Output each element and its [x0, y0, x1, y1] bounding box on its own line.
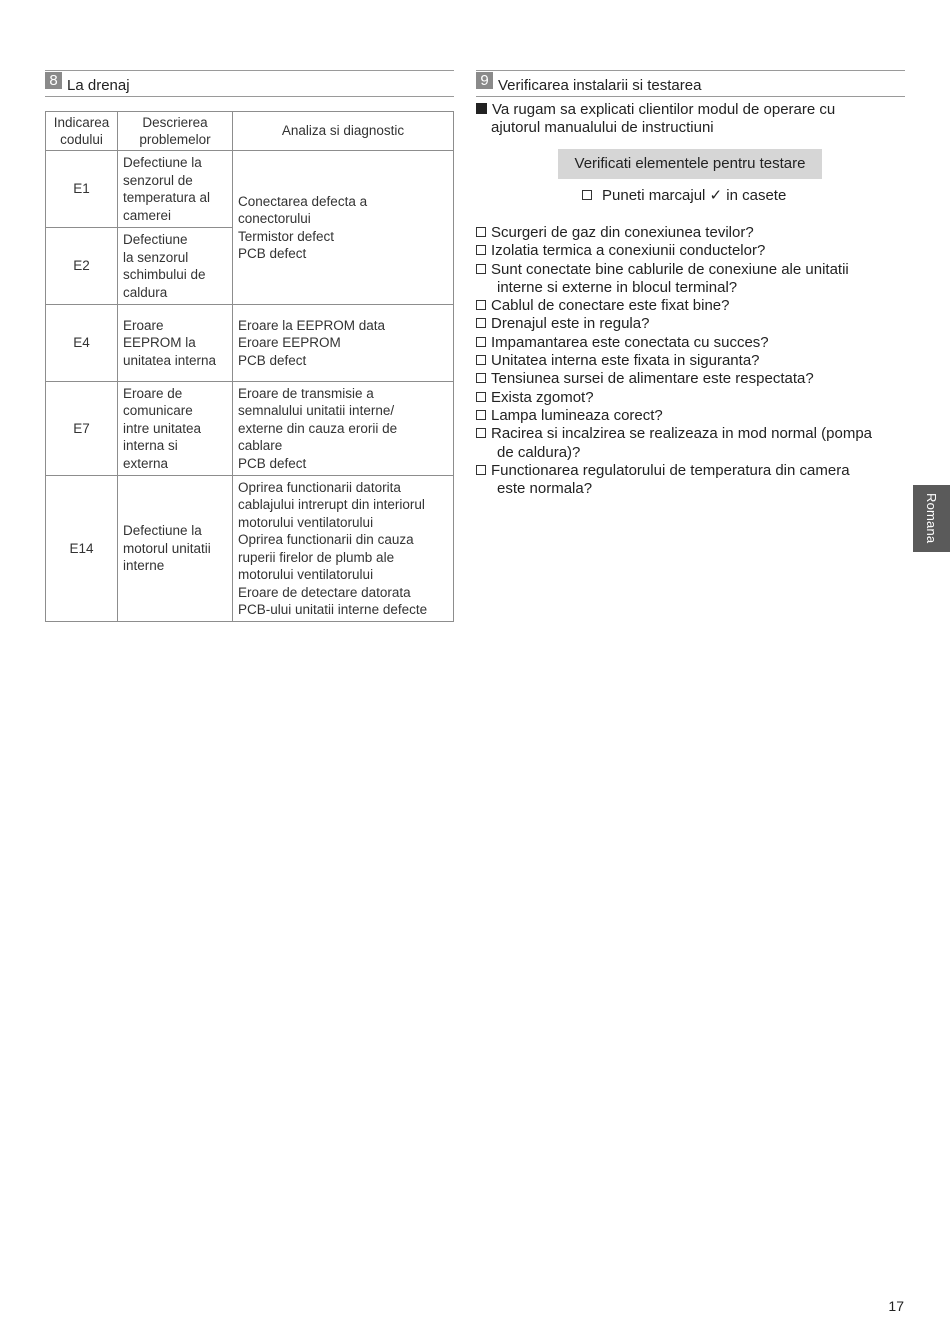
language-label: Romana — [924, 493, 939, 544]
mark-instruction: Puneti marcajul ✓ in casete — [582, 187, 786, 205]
section-9-header — [476, 70, 905, 97]
filled-square-icon — [476, 103, 487, 114]
header-code: Indicarea codului — [46, 112, 118, 151]
list-item: Unitatea interna este fixata in siguranta? — [476, 352, 908, 370]
list-item: Tensiunea sursei de alimentare este respectata? — [476, 370, 908, 388]
list-item: Scurgeri de gaz din conexiunea tevilor? — [476, 224, 908, 242]
list-item: Racirea si incalzirea se realizeaza in mod normal (pompa de caldura)? — [476, 425, 908, 462]
header-analysis: Analiza si diagnostic — [233, 112, 454, 151]
list-item: Impamantarea este conectata cu succes? — [476, 334, 908, 352]
list-item: Exista zgomot? — [476, 389, 908, 407]
description-cell: Defectiune la senzorul schimbului de caldura — [118, 228, 233, 305]
description-cell: Defectiune la senzorul de temperatura al camerei — [118, 151, 233, 228]
list-item: Drenajul este in regula? — [476, 315, 908, 333]
code-cell: E1 — [46, 151, 118, 228]
code-cell: E7 — [46, 382, 118, 476]
checkbox[interactable] — [476, 410, 486, 420]
page-number: 17 — [888, 1298, 904, 1314]
description-cell: Eroare EEPROM la unitatea interna — [118, 305, 233, 382]
checkbox[interactable] — [476, 264, 486, 274]
analysis-cell: Conectarea defecta a conectorului Termistor defect PCB defect — [233, 151, 454, 305]
table-header-row — [46, 112, 454, 151]
table-row — [46, 151, 454, 228]
list-item: Cablul de conectare este fixat bine? — [476, 297, 908, 315]
list-item: Functionarea regulatorului de temperatura din camera este normala? — [476, 462, 908, 499]
table-row — [46, 382, 454, 476]
language-side-tab — [913, 485, 950, 552]
code-cell: E2 — [46, 228, 118, 305]
section-9-number: 9 — [476, 72, 493, 89]
checkbox[interactable] — [476, 337, 486, 347]
analysis-cell: Oprirea functionarii datorita cablajului intrerupt din interiorul motorului ventilatorului Oprirea functionarii din cauza ruperii firelor de plumb ale motorului ventilatorului Eroare de detectare datorata PCB-ului unitatii interne defecte — [233, 476, 454, 622]
checkbox[interactable] — [476, 318, 486, 328]
checkbox[interactable] — [476, 428, 486, 438]
table-row — [46, 305, 454, 382]
analysis-cell: Eroare la EEPROM data Eroare EEPROM PCB defect — [233, 305, 454, 382]
checkbox[interactable] — [476, 227, 486, 237]
list-item: Lampa lumineaza corect? — [476, 407, 908, 425]
checkbox-icon — [582, 190, 592, 200]
code-cell: E4 — [46, 305, 118, 382]
section-9-title: Verificarea instalarii si testarea — [498, 77, 702, 94]
description-cell: Eroare de comunicare intre unitatea interna si externa — [118, 382, 233, 476]
checkbox[interactable] — [476, 392, 486, 402]
list-item: Izolatia termica a conexiunii conductelor? — [476, 242, 908, 260]
section-8-header — [45, 70, 454, 97]
section-8-title: La drenaj — [67, 77, 130, 94]
intro-paragraph — [476, 101, 906, 137]
checkbox[interactable] — [476, 245, 486, 255]
checkbox[interactable] — [476, 355, 486, 365]
checkbox[interactable] — [476, 300, 486, 310]
code-cell: E14 — [46, 476, 118, 622]
checkbox[interactable] — [476, 465, 486, 475]
description-cell: Defectiune la motorul unitatii interne — [118, 476, 233, 622]
section-8-number: 8 — [45, 72, 62, 89]
verify-title-box: Verificati elementele pentru testare — [558, 149, 822, 179]
analysis-cell: Eroare de transmisie a semnalului unitatii interne/ externe din cauza erorii de cablare PCB defect — [233, 382, 454, 476]
error-code-table — [45, 111, 454, 622]
list-item: Sunt conectate bine cablurile de conexiune ale unitatii interne si externe in blocul terminal? — [476, 261, 908, 298]
table-row — [46, 476, 454, 622]
intro-line-2: ajutorul manualului de instructiuni — [491, 119, 714, 136]
checklist — [476, 224, 908, 498]
header-description: Descrierea problemelor — [118, 112, 233, 151]
intro-line-1: Va rugam sa explicati clientilor modul de operare cu — [476, 101, 835, 118]
checkbox[interactable] — [476, 373, 486, 383]
